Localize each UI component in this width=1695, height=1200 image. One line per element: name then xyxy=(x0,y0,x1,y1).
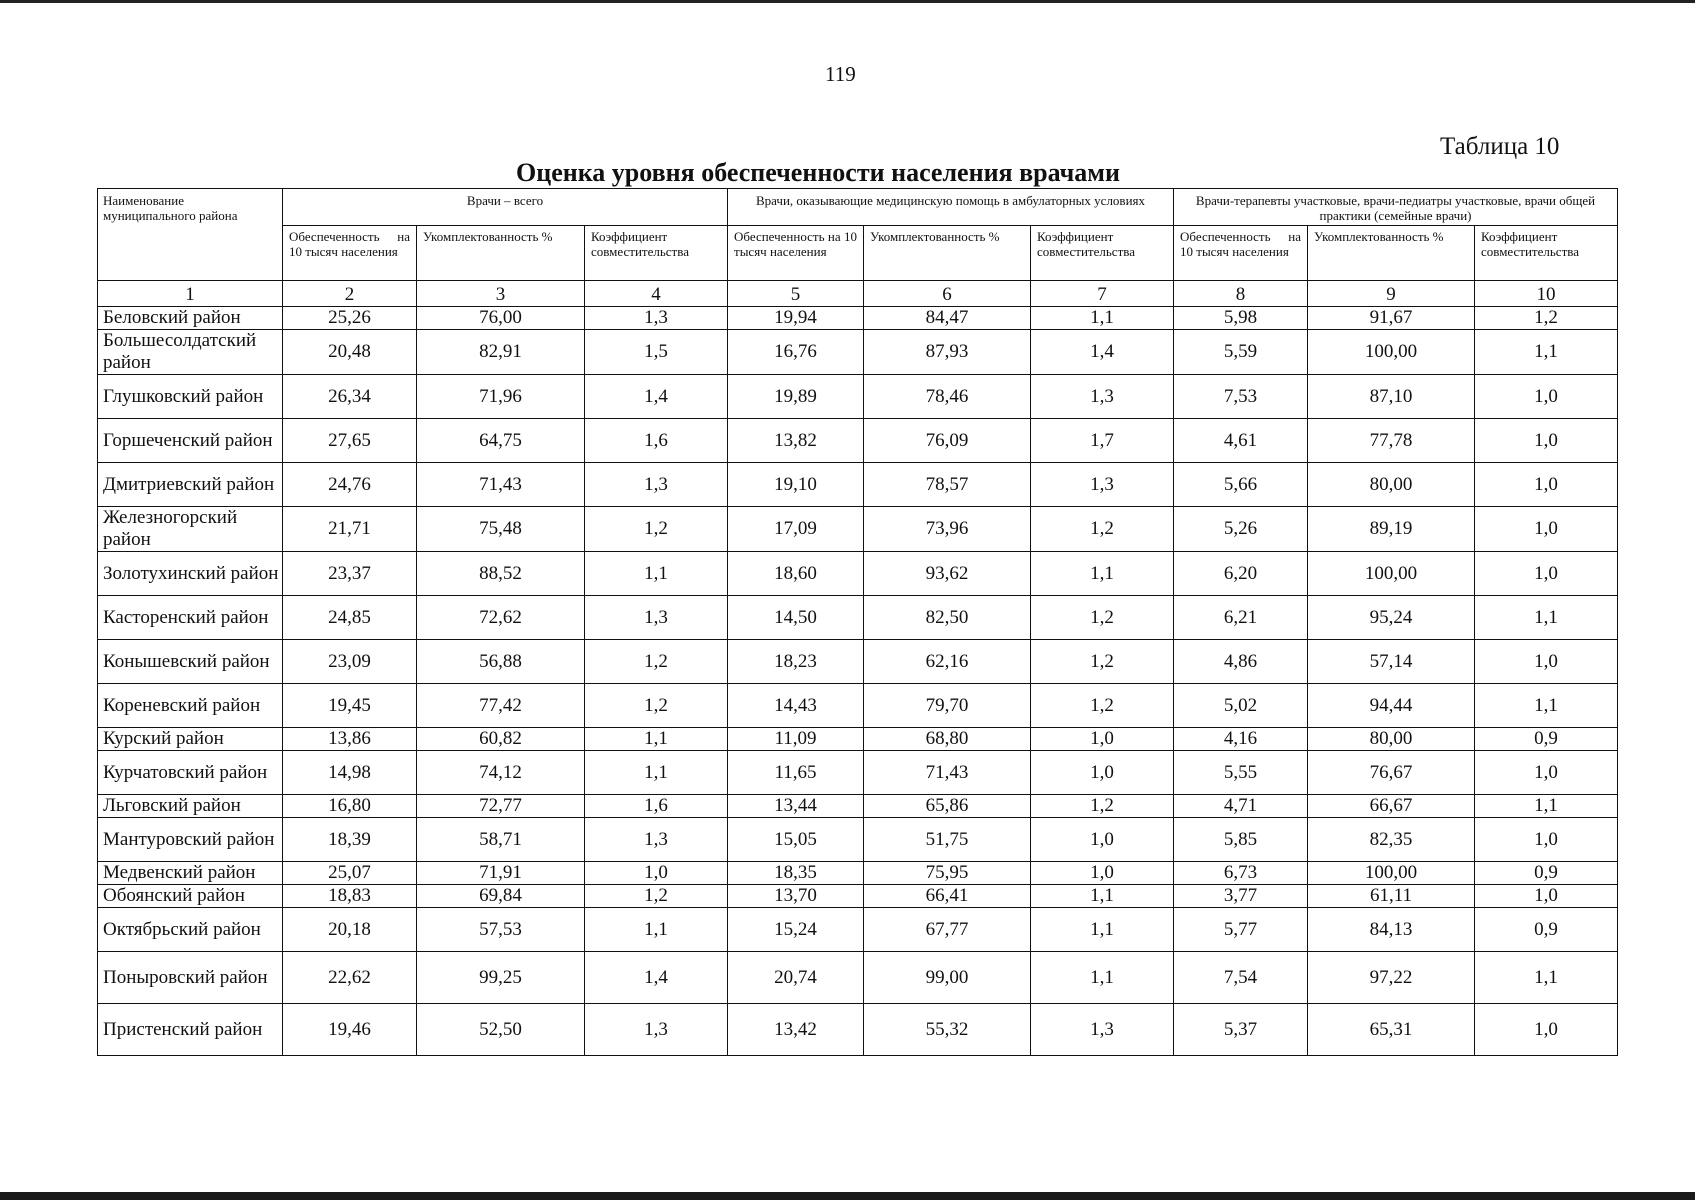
cell-outpatient-staffing: 76,09 xyxy=(864,419,1031,463)
cell-district-availability: 5,77 xyxy=(1174,908,1308,952)
cell-district-availability: 5,02 xyxy=(1174,684,1308,728)
table-row xyxy=(98,463,1618,507)
cell-outpatient-coefficient: 1,0 xyxy=(1031,862,1174,885)
cell-outpatient-availability: 14,43 xyxy=(728,684,864,728)
cell-outpatient-staffing: 75,95 xyxy=(864,862,1031,885)
column-number-row xyxy=(98,281,1618,307)
district-name: Курчатовский район xyxy=(98,751,283,795)
column-number: 1 xyxy=(98,281,283,307)
cell-all-coefficient: 1,2 xyxy=(585,885,728,908)
cell-district-availability: 4,71 xyxy=(1174,795,1308,818)
cell-outpatient-availability: 11,09 xyxy=(728,728,864,751)
cell-all-coefficient: 1,1 xyxy=(585,908,728,952)
district-name: Беловский район xyxy=(98,307,283,330)
cell-outpatient-coefficient: 1,2 xyxy=(1031,507,1174,552)
cell-all-coefficient: 1,1 xyxy=(585,552,728,596)
cell-all-coefficient: 1,5 xyxy=(585,330,728,375)
cell-district-availability: 3,77 xyxy=(1174,885,1308,908)
cell-district-coefficient: 1,0 xyxy=(1475,1004,1618,1056)
cell-outpatient-coefficient: 1,1 xyxy=(1031,908,1174,952)
cell-outpatient-coefficient: 1,3 xyxy=(1031,375,1174,419)
cell-district-staffing: 65,31 xyxy=(1308,1004,1475,1056)
cell-outpatient-availability: 11,65 xyxy=(728,751,864,795)
doctors-availability-table xyxy=(97,188,1618,1056)
cell-all-staffing: 75,48 xyxy=(417,507,585,552)
cell-outpatient-coefficient: 1,3 xyxy=(1031,463,1174,507)
cell-outpatient-coefficient: 1,4 xyxy=(1031,330,1174,375)
cell-district-availability: 5,37 xyxy=(1174,1004,1308,1056)
cell-outpatient-coefficient: 1,1 xyxy=(1031,552,1174,596)
cell-outpatient-staffing: 68,80 xyxy=(864,728,1031,751)
cell-outpatient-staffing: 99,00 xyxy=(864,952,1031,1004)
cell-all-availability: 13,86 xyxy=(283,728,417,751)
cell-outpatient-availability: 13,42 xyxy=(728,1004,864,1056)
cell-outpatient-staffing: 71,43 xyxy=(864,751,1031,795)
cell-district-coefficient: 1,1 xyxy=(1475,684,1618,728)
district-name: Конышевский район xyxy=(98,640,283,684)
cell-outpatient-staffing: 84,47 xyxy=(864,307,1031,330)
district-name: Медвенский район xyxy=(98,862,283,885)
cell-outpatient-coefficient: 1,1 xyxy=(1031,952,1174,1004)
district-name: Курский район xyxy=(98,728,283,751)
cell-all-coefficient: 1,4 xyxy=(585,952,728,1004)
cell-district-coefficient: 1,0 xyxy=(1475,463,1618,507)
cell-all-coefficient: 1,6 xyxy=(585,419,728,463)
cell-district-availability: 5,85 xyxy=(1174,818,1308,862)
cell-all-coefficient: 1,3 xyxy=(585,818,728,862)
table-row xyxy=(98,419,1618,463)
cell-outpatient-availability: 18,23 xyxy=(728,640,864,684)
cell-outpatient-staffing: 78,46 xyxy=(864,375,1031,419)
cell-outpatient-staffing: 67,77 xyxy=(864,908,1031,952)
cell-all-staffing: 71,96 xyxy=(417,375,585,419)
cell-all-staffing: 58,71 xyxy=(417,818,585,862)
column-number: 6 xyxy=(864,281,1031,307)
table-row xyxy=(98,507,1618,552)
cell-district-coefficient: 1,0 xyxy=(1475,751,1618,795)
table-row xyxy=(98,885,1618,908)
cell-all-availability: 22,62 xyxy=(283,952,417,1004)
cell-outpatient-availability: 13,44 xyxy=(728,795,864,818)
table-row xyxy=(98,862,1618,885)
district-name: Глушковский район xyxy=(98,375,283,419)
cell-outpatient-staffing: 93,62 xyxy=(864,552,1031,596)
cell-outpatient-availability: 19,10 xyxy=(728,463,864,507)
cell-district-coefficient: 1,1 xyxy=(1475,795,1618,818)
table-row xyxy=(98,375,1618,419)
cell-all-coefficient: 1,1 xyxy=(585,751,728,795)
table-row xyxy=(98,307,1618,330)
cell-district-coefficient: 0,9 xyxy=(1475,862,1618,885)
header-coefficient: Коэффициент совместительства xyxy=(1475,226,1618,281)
cell-outpatient-availability: 20,74 xyxy=(728,952,864,1004)
cell-all-availability: 26,34 xyxy=(283,375,417,419)
cell-all-availability: 27,65 xyxy=(283,419,417,463)
cell-all-availability: 23,37 xyxy=(283,552,417,596)
cell-outpatient-coefficient: 1,1 xyxy=(1031,307,1174,330)
cell-all-coefficient: 1,6 xyxy=(585,795,728,818)
district-name: Горшеченский район xyxy=(98,419,283,463)
header-availability: Обеспеченность на 10 тысяч населения xyxy=(728,226,864,281)
cell-district-staffing: 100,00 xyxy=(1308,552,1475,596)
cell-all-availability: 18,39 xyxy=(283,818,417,862)
page-number: 119 xyxy=(825,62,856,86)
table-row xyxy=(98,751,1618,795)
header-row-subcolumns xyxy=(98,226,1618,281)
table-row xyxy=(98,330,1618,375)
cell-outpatient-coefficient: 1,0 xyxy=(1031,728,1174,751)
cell-district-coefficient: 1,0 xyxy=(1475,552,1618,596)
header-coefficient: Коэффициент совместительства xyxy=(1031,226,1174,281)
cell-district-staffing: 97,22 xyxy=(1308,952,1475,1004)
table-row xyxy=(98,818,1618,862)
cell-district-coefficient: 1,0 xyxy=(1475,419,1618,463)
cell-all-availability: 19,45 xyxy=(283,684,417,728)
cell-district-staffing: 80,00 xyxy=(1308,463,1475,507)
cell-district-staffing: 61,11 xyxy=(1308,885,1475,908)
cell-all-availability: 23,09 xyxy=(283,640,417,684)
header-row-groups xyxy=(98,189,1618,226)
cell-outpatient-availability: 15,24 xyxy=(728,908,864,952)
district-name: Кореневский район xyxy=(98,684,283,728)
cell-outpatient-availability: 18,60 xyxy=(728,552,864,596)
cell-district-staffing: 100,00 xyxy=(1308,330,1475,375)
header-availability: Обеспеченность на 10 тысяч населения xyxy=(1174,226,1308,281)
column-number: 10 xyxy=(1475,281,1618,307)
cell-outpatient-staffing: 73,96 xyxy=(864,507,1031,552)
header-staffing: Укомплектованность % xyxy=(1308,226,1475,281)
cell-all-availability: 24,85 xyxy=(283,596,417,640)
cell-district-coefficient: 1,0 xyxy=(1475,507,1618,552)
cell-district-coefficient: 1,1 xyxy=(1475,596,1618,640)
cell-outpatient-coefficient: 1,0 xyxy=(1031,751,1174,795)
cell-all-staffing: 72,62 xyxy=(417,596,585,640)
scan-top-border xyxy=(0,0,1695,3)
cell-all-staffing: 64,75 xyxy=(417,419,585,463)
district-name: Касторенский район xyxy=(98,596,283,640)
scan-bottom-border xyxy=(0,1192,1695,1200)
cell-all-staffing: 76,00 xyxy=(417,307,585,330)
cell-all-coefficient: 1,0 xyxy=(585,862,728,885)
district-name: Золотухинский район xyxy=(98,552,283,596)
cell-outpatient-coefficient: 1,0 xyxy=(1031,818,1174,862)
header-group-all-doctors: Врачи – всего xyxy=(283,189,728,226)
cell-all-availability: 16,80 xyxy=(283,795,417,818)
cell-all-staffing: 88,52 xyxy=(417,552,585,596)
district-name: Дмитриевский район xyxy=(98,463,283,507)
cell-all-staffing: 56,88 xyxy=(417,640,585,684)
district-name: Пристенский район xyxy=(98,1004,283,1056)
cell-outpatient-coefficient: 1,1 xyxy=(1031,885,1174,908)
table-row xyxy=(98,908,1618,952)
cell-district-staffing: 84,13 xyxy=(1308,908,1475,952)
column-number: 8 xyxy=(1174,281,1308,307)
cell-district-coefficient: 1,1 xyxy=(1475,330,1618,375)
cell-district-availability: 4,86 xyxy=(1174,640,1308,684)
cell-district-coefficient: 1,0 xyxy=(1475,885,1618,908)
table-row xyxy=(98,552,1618,596)
cell-district-availability: 5,59 xyxy=(1174,330,1308,375)
header-availability: Обеспеченность на 10 тысяч населения xyxy=(283,226,417,281)
cell-district-coefficient: 0,9 xyxy=(1475,908,1618,952)
cell-all-availability: 14,98 xyxy=(283,751,417,795)
cell-all-coefficient: 1,3 xyxy=(585,1004,728,1056)
cell-district-availability: 6,21 xyxy=(1174,596,1308,640)
cell-outpatient-availability: 13,70 xyxy=(728,885,864,908)
table-row xyxy=(98,728,1618,751)
document-title: Оценка уровня обеспеченности населения врачами xyxy=(516,158,1120,187)
cell-outpatient-availability: 18,35 xyxy=(728,862,864,885)
cell-outpatient-staffing: 65,86 xyxy=(864,795,1031,818)
cell-outpatient-availability: 14,50 xyxy=(728,596,864,640)
district-name: Большесолдатский район xyxy=(98,330,283,375)
cell-district-availability: 4,61 xyxy=(1174,419,1308,463)
cell-outpatient-coefficient: 1,2 xyxy=(1031,596,1174,640)
cell-district-availability: 6,73 xyxy=(1174,862,1308,885)
cell-all-coefficient: 1,1 xyxy=(585,728,728,751)
cell-all-coefficient: 1,2 xyxy=(585,507,728,552)
cell-district-coefficient: 1,2 xyxy=(1475,307,1618,330)
district-name: Поныровский район xyxy=(98,952,283,1004)
cell-all-staffing: 71,43 xyxy=(417,463,585,507)
column-number: 7 xyxy=(1031,281,1174,307)
district-name: Железногорский район xyxy=(98,507,283,552)
cell-district-staffing: 82,35 xyxy=(1308,818,1475,862)
cell-district-coefficient: 1,0 xyxy=(1475,640,1618,684)
cell-all-staffing: 72,77 xyxy=(417,795,585,818)
cell-outpatient-coefficient: 1,2 xyxy=(1031,795,1174,818)
cell-all-staffing: 71,91 xyxy=(417,862,585,885)
header-staffing: Укомплектованность % xyxy=(864,226,1031,281)
cell-district-availability: 4,16 xyxy=(1174,728,1308,751)
header-group-district-doctors: Врачи-терапевты участковые, врачи-педиатры участковые, врачи общей практики (семейные врачи) xyxy=(1174,189,1618,226)
cell-all-availability: 20,18 xyxy=(283,908,417,952)
cell-all-staffing: 99,25 xyxy=(417,952,585,1004)
cell-district-staffing: 100,00 xyxy=(1308,862,1475,885)
cell-district-coefficient: 1,1 xyxy=(1475,952,1618,1004)
cell-all-availability: 18,83 xyxy=(283,885,417,908)
cell-all-coefficient: 1,3 xyxy=(585,307,728,330)
cell-all-staffing: 82,91 xyxy=(417,330,585,375)
column-number: 2 xyxy=(283,281,417,307)
cell-district-staffing: 91,67 xyxy=(1308,307,1475,330)
table-label: Таблица 10 xyxy=(1440,133,1560,160)
cell-outpatient-coefficient: 1,2 xyxy=(1031,640,1174,684)
cell-outpatient-coefficient: 1,3 xyxy=(1031,1004,1174,1056)
cell-outpatient-staffing: 51,75 xyxy=(864,818,1031,862)
cell-district-staffing: 87,10 xyxy=(1308,375,1475,419)
cell-district-availability: 5,55 xyxy=(1174,751,1308,795)
cell-district-availability: 5,26 xyxy=(1174,507,1308,552)
cell-outpatient-coefficient: 1,7 xyxy=(1031,419,1174,463)
header-group-outpatient-doctors: Врачи, оказывающие медицинскую помощь в амбулаторных условиях xyxy=(728,189,1174,226)
district-name: Льговский район xyxy=(98,795,283,818)
cell-outpatient-availability: 13,82 xyxy=(728,419,864,463)
table-row xyxy=(98,1004,1618,1056)
cell-district-staffing: 57,14 xyxy=(1308,640,1475,684)
district-name: Октябрьский район xyxy=(98,908,283,952)
cell-district-staffing: 80,00 xyxy=(1308,728,1475,751)
cell-district-availability: 6,20 xyxy=(1174,552,1308,596)
table-row xyxy=(98,795,1618,818)
cell-district-availability: 5,66 xyxy=(1174,463,1308,507)
cell-outpatient-staffing: 62,16 xyxy=(864,640,1031,684)
cell-outpatient-availability: 19,94 xyxy=(728,307,864,330)
cell-district-staffing: 94,44 xyxy=(1308,684,1475,728)
header-staffing: Укомплектованность % xyxy=(417,226,585,281)
cell-all-staffing: 57,53 xyxy=(417,908,585,952)
column-number: 5 xyxy=(728,281,864,307)
table-row xyxy=(98,596,1618,640)
cell-outpatient-staffing: 55,32 xyxy=(864,1004,1031,1056)
header-name-col: Наименование муниципального района xyxy=(98,189,283,281)
cell-outpatient-staffing: 87,93 xyxy=(864,330,1031,375)
district-name: Обоянский район xyxy=(98,885,283,908)
cell-outpatient-staffing: 66,41 xyxy=(864,885,1031,908)
cell-district-availability: 7,54 xyxy=(1174,952,1308,1004)
cell-all-availability: 21,71 xyxy=(283,507,417,552)
district-name: Мантуровский район xyxy=(98,818,283,862)
column-number: 4 xyxy=(585,281,728,307)
cell-all-coefficient: 1,3 xyxy=(585,463,728,507)
cell-district-coefficient: 0,9 xyxy=(1475,728,1618,751)
cell-district-coefficient: 1,0 xyxy=(1475,818,1618,862)
cell-all-coefficient: 1,3 xyxy=(585,596,728,640)
cell-outpatient-availability: 15,05 xyxy=(728,818,864,862)
table-row xyxy=(98,640,1618,684)
cell-all-staffing: 77,42 xyxy=(417,684,585,728)
cell-outpatient-staffing: 79,70 xyxy=(864,684,1031,728)
cell-all-staffing: 69,84 xyxy=(417,885,585,908)
cell-outpatient-availability: 17,09 xyxy=(728,507,864,552)
cell-district-availability: 5,98 xyxy=(1174,307,1308,330)
column-number: 3 xyxy=(417,281,585,307)
cell-outpatient-staffing: 82,50 xyxy=(864,596,1031,640)
cell-district-staffing: 66,67 xyxy=(1308,795,1475,818)
cell-district-staffing: 77,78 xyxy=(1308,419,1475,463)
cell-all-availability: 24,76 xyxy=(283,463,417,507)
cell-all-availability: 19,46 xyxy=(283,1004,417,1056)
cell-all-staffing: 52,50 xyxy=(417,1004,585,1056)
cell-district-staffing: 95,24 xyxy=(1308,596,1475,640)
cell-all-availability: 20,48 xyxy=(283,330,417,375)
cell-all-staffing: 60,82 xyxy=(417,728,585,751)
cell-all-availability: 25,07 xyxy=(283,862,417,885)
cell-all-coefficient: 1,2 xyxy=(585,640,728,684)
cell-outpatient-staffing: 78,57 xyxy=(864,463,1031,507)
table-row xyxy=(98,952,1618,1004)
column-number: 9 xyxy=(1308,281,1475,307)
cell-outpatient-availability: 16,76 xyxy=(728,330,864,375)
cell-outpatient-availability: 19,89 xyxy=(728,375,864,419)
cell-district-staffing: 89,19 xyxy=(1308,507,1475,552)
cell-district-availability: 7,53 xyxy=(1174,375,1308,419)
cell-outpatient-coefficient: 1,2 xyxy=(1031,684,1174,728)
cell-all-staffing: 74,12 xyxy=(417,751,585,795)
table-row xyxy=(98,684,1618,728)
cell-district-coefficient: 1,0 xyxy=(1475,375,1618,419)
header-coefficient: Коэффициент совместительства xyxy=(585,226,728,281)
cell-all-availability: 25,26 xyxy=(283,307,417,330)
cell-all-coefficient: 1,4 xyxy=(585,375,728,419)
cell-district-staffing: 76,67 xyxy=(1308,751,1475,795)
cell-all-coefficient: 1,2 xyxy=(585,684,728,728)
